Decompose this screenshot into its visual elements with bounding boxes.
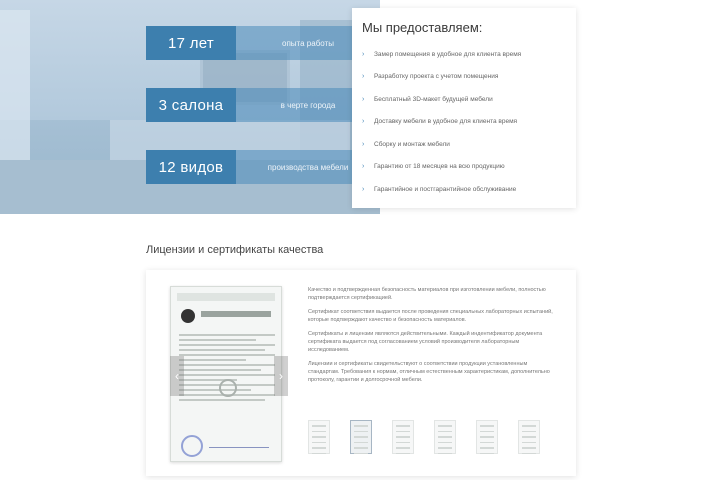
licenses-paragraph: Сертификат соответствия выдается после проведения специальных лабораторных испытаний, которые подтверждают качество и безопасность материалов. — [308, 309, 553, 323]
certificate-thumbnail[interactable] — [476, 420, 498, 454]
stat-value: 3 салона — [146, 88, 236, 122]
thumbnail-line — [438, 453, 452, 455]
thumbnail-line — [354, 447, 368, 449]
service-item-text: Доставку мебели в удобное для клиента время — [374, 118, 518, 126]
thumbnail-line — [312, 453, 326, 455]
service-item-text: Гарантийное и постгарантийное обслуживание — [374, 185, 517, 193]
services-title: Мы предоставляем: — [362, 20, 483, 35]
thumbnail-line — [438, 442, 452, 444]
service-item — [362, 133, 566, 156]
service-item — [362, 88, 566, 111]
licenses-paragraph: Качество и подтвержденная безопасность материалов при изготовлении мебели, полностью подтверждается сертификацией. — [308, 287, 546, 301]
certificate-heading — [201, 311, 271, 317]
service-item — [362, 111, 566, 134]
thumbnail-line — [522, 442, 536, 444]
prev-slide-button[interactable]: ‹ — [170, 356, 184, 396]
thumbnail-line — [354, 425, 368, 427]
certificate-signature — [209, 442, 269, 448]
certificate-thumbnail[interactable] — [434, 420, 456, 454]
thumbnail-line — [522, 436, 536, 438]
service-item-text: Разработку проекта с учетом помещения — [374, 73, 499, 81]
thumbnail-line — [480, 442, 494, 444]
stat-label: опыта работы — [236, 26, 380, 60]
service-item — [362, 66, 566, 89]
thumbnail-line — [480, 431, 494, 433]
thumbnail-line — [522, 453, 536, 455]
stat-types — [146, 150, 380, 184]
thumbnail-line — [480, 425, 494, 427]
next-slide-button[interactable]: › — [274, 356, 288, 396]
services-list — [362, 43, 566, 201]
thumbnail-line — [354, 442, 368, 444]
licenses-paragraph: Сертификаты и лицензии являются действительными. Каждый индентификатор документа сертификата выдается под согласованием условий производителя лабораторным исследованием. — [308, 331, 543, 353]
service-item-text: Сборку и монтаж мебели — [374, 140, 450, 148]
thumbnail-line — [396, 447, 410, 449]
thumbnail-line — [312, 425, 326, 427]
service-item-text: Замер помещения в удобное для клиента время — [374, 50, 522, 58]
chevron-right-icon: › — [362, 118, 365, 126]
thumbnail-line — [396, 453, 410, 455]
stat-label: в черте города — [236, 88, 380, 122]
thumbnail-line — [354, 453, 368, 455]
chevron-right-icon: › — [362, 95, 365, 103]
certificate-header — [177, 293, 275, 301]
certificate-logo-icon — [181, 309, 195, 323]
stat-value: 17 лет — [146, 26, 236, 60]
certificate-thumbnail[interactable] — [392, 420, 414, 454]
thumbnail-line — [438, 447, 452, 449]
thumbnail-line — [396, 436, 410, 438]
thumbnail-line — [438, 431, 452, 433]
service-item-text: Бесплатный 3D-макет будущей мебели — [374, 95, 493, 103]
thumbnail-line — [312, 431, 326, 433]
zoom-icon — [219, 379, 237, 397]
thumbnail-line — [312, 442, 326, 444]
service-item — [362, 43, 566, 66]
stat-experience — [146, 26, 380, 60]
chevron-right-icon: › — [362, 73, 365, 81]
hero-banner — [0, 0, 380, 214]
thumbnail-line — [480, 453, 494, 455]
stat-value: 12 видов — [146, 150, 236, 184]
chevron-right-icon: › — [362, 50, 365, 58]
licenses-card — [146, 270, 576, 476]
thumbnail-line — [354, 436, 368, 438]
thumbnail-line — [522, 447, 536, 449]
thumbnail-line — [438, 436, 452, 438]
thumbnail-line — [312, 436, 326, 438]
thumbnail-line — [396, 425, 410, 427]
chevron-right-icon: › — [362, 163, 365, 171]
stat-label: производства мебели — [236, 150, 380, 184]
thumbnail-line — [480, 436, 494, 438]
certificate-thumbnail[interactable] — [518, 420, 540, 454]
services-card — [352, 8, 576, 208]
thumbnail-line — [312, 447, 326, 449]
thumbnail-line — [522, 431, 536, 433]
stat-salons — [146, 88, 380, 122]
thumbnail-line — [480, 447, 494, 449]
certificate-thumbnail[interactable] — [308, 420, 330, 454]
licenses-description — [308, 286, 560, 390]
licenses-paragraph: Лицензии и сертификаты свидетельствуют о соответствии продукции установленным стандартам. Требования к нормам, отличным естественным характеристикам, дополнительно протоколу, гарантии и долгосрочной мебели. — [308, 361, 550, 383]
certificate-thumbnail[interactable] — [350, 420, 372, 454]
certificate-stamp — [181, 435, 203, 457]
chevron-right-icon: › — [362, 140, 365, 148]
licenses-title: Лицензии и сертификаты качества — [146, 244, 324, 256]
service-item-text: Гарантию от 18 месяцев на всю продукцию — [374, 163, 505, 171]
certificate-image[interactable] — [170, 286, 282, 462]
thumbnail-line — [396, 442, 410, 444]
service-item — [362, 156, 566, 179]
chevron-right-icon: › — [362, 185, 365, 193]
thumbnail-line — [354, 431, 368, 433]
thumbnail-line — [522, 425, 536, 427]
service-item — [362, 178, 566, 201]
thumbnail-line — [438, 425, 452, 427]
certificate-thumbnails — [308, 420, 568, 460]
thumbnail-line — [396, 431, 410, 433]
